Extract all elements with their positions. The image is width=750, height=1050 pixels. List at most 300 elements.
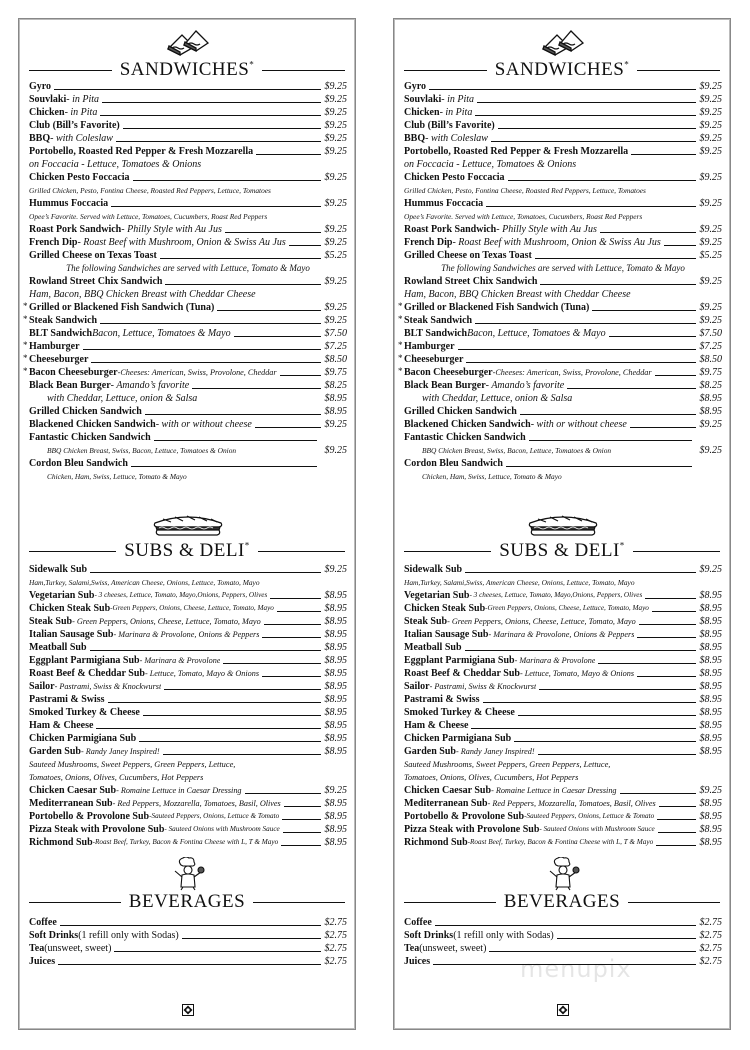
- item-name: Mediterranean Sub: [404, 798, 488, 809]
- title-mark: *: [624, 59, 630, 70]
- menu-item: [29, 249, 347, 262]
- item-name: Fantastic Chicken Sandwich: [404, 432, 526, 443]
- item-price: $8.95: [324, 616, 347, 627]
- item-detail: - Red Peppers, Mozzarella, Tomatoes, Basil, Olives: [487, 799, 656, 808]
- menu-item: [404, 602, 722, 615]
- leader-line: [90, 650, 321, 651]
- leader-line: [630, 427, 696, 428]
- ornament-icon: [182, 1003, 194, 1015]
- leader-line: [489, 951, 695, 952]
- leader-line: [508, 180, 696, 181]
- menu-item: [404, 106, 722, 119]
- leader-line: [498, 128, 696, 129]
- section-note: [404, 262, 722, 275]
- leader-line: [514, 741, 695, 742]
- item-name: Richmond Sub: [29, 837, 93, 848]
- menu-item: [23, 353, 347, 366]
- rule-left: [404, 70, 487, 71]
- item-name: BBQ: [404, 133, 426, 144]
- leader-line: [567, 388, 695, 389]
- item-name: Black Bean Burger: [29, 380, 111, 391]
- menu-item: [404, 667, 722, 680]
- menu-item: [404, 431, 722, 444]
- item-name: Chicken Pesto Foccacia: [29, 172, 130, 183]
- item-price: $8.95: [699, 655, 722, 666]
- leader-line: [609, 336, 696, 337]
- menu-item: [29, 955, 347, 968]
- description-text: Ham, Bacon, BBQ Chicken Breast with Cheddar Cheese: [404, 289, 631, 300]
- item-description: [29, 576, 347, 589]
- menu-item: [29, 145, 347, 158]
- item-name: Roast Pork Sandwich: [29, 224, 122, 235]
- leader-line: [520, 414, 696, 415]
- item-name: Chicken Parmigiana Sub: [404, 733, 512, 744]
- menu-item: [29, 641, 347, 654]
- item-price: $8.95: [324, 824, 347, 835]
- item-name: Garden Sub: [404, 746, 456, 757]
- item-name: Tea: [404, 943, 420, 954]
- item-detail: - with Coleslaw: [425, 133, 488, 144]
- item-name: Pastrami & Swiss: [29, 694, 105, 705]
- menu-item: [29, 823, 347, 836]
- item-detail: - Pastrami, Swiss & Knockwurst: [54, 682, 162, 691]
- item-price: $8.95: [324, 393, 347, 404]
- menu-item: [404, 929, 722, 942]
- menu-item: [404, 93, 722, 106]
- menu-item: [23, 314, 347, 327]
- item-price: $8.25: [699, 380, 722, 391]
- menu-item: [404, 223, 722, 236]
- item-name: French Dip: [29, 237, 78, 248]
- item-price: $8.95: [324, 629, 347, 640]
- leader-line: [284, 806, 321, 807]
- item-price: $2.75: [324, 917, 347, 928]
- item-price: $8.95: [699, 720, 722, 731]
- menu-item: [404, 327, 722, 340]
- item-name: Rowland Street Chix Sandwich: [29, 276, 163, 287]
- item-name: Juices: [29, 956, 56, 967]
- menu-item: [404, 249, 722, 262]
- item-name: Mediterranean Sub: [29, 798, 113, 809]
- leader-line: [477, 102, 695, 103]
- leader-line: [114, 951, 320, 952]
- item-price: $9.25: [324, 419, 347, 430]
- menu-item: [29, 457, 347, 470]
- menu-item: [398, 366, 722, 379]
- item-name: Grilled Chicken Sandwich: [29, 406, 142, 417]
- item-name: Club (Bill’s Favorite): [29, 120, 120, 131]
- menu-item: [29, 615, 347, 628]
- item-price: $9.25: [699, 224, 722, 235]
- description-text: Ham, Bacon, BBQ Chicken Breast with Cheddar Cheese: [29, 289, 256, 300]
- leader-line: [539, 689, 695, 690]
- item-name: Cheeseburger: [29, 354, 89, 365]
- item-name: Coffee: [29, 917, 57, 928]
- item-name: Portobello & Provolone Sub: [29, 811, 150, 822]
- item-name: Club (Bill’s Favorite): [404, 120, 495, 131]
- item-detail: (unsweet, sweet): [419, 943, 487, 954]
- item-detail: - 3 cheeses, Lettuce, Tomato, Mayo,Onions, Peppers, Olives: [94, 591, 268, 599]
- item-name: Vegetarian Sub: [29, 590, 95, 601]
- item-price: $9.25: [324, 146, 347, 157]
- rule-left: [404, 902, 496, 903]
- description-text: Chicken, Ham, Swiss, Lettuce, Tomato & Mayo: [422, 472, 562, 481]
- asterisk: *: [398, 314, 403, 324]
- item-detail: -Cheeses: American, Swiss, Provolone, Cheddar: [492, 368, 652, 377]
- menu-item: [404, 797, 722, 810]
- item-price: $8.95: [324, 642, 347, 653]
- leader-line: [262, 637, 320, 638]
- leader-line: [491, 141, 696, 142]
- subs-title: [499, 540, 625, 562]
- leader-line: [123, 128, 321, 129]
- item-price: $2.75: [324, 943, 347, 954]
- item-price: $9.25: [324, 315, 347, 326]
- item-description: [29, 288, 347, 301]
- leader-line: [100, 115, 320, 116]
- item-name: Cordon Bleu Sandwich: [29, 458, 128, 469]
- asterisk: *: [23, 353, 28, 363]
- item-price: $9.25: [699, 120, 722, 131]
- item-name: Richmond Sub: [404, 837, 468, 848]
- item-detail: - Lettuce, Tomato, Mayo & Onions: [519, 669, 635, 678]
- menu-item: [29, 732, 347, 745]
- item-detail: - Green Peppers, Onions, Cheese, Lettuce, Tomato, Mayo: [447, 617, 636, 626]
- leader-line: [108, 702, 321, 703]
- item-name: Pizza Steak with Provolone Sub: [404, 824, 540, 835]
- item-name: Juices: [404, 956, 431, 967]
- item-detail: -Sauteed Peppers, Onions, Lettuce & Tomato: [524, 812, 655, 820]
- item-name: Grilled Cheese on Texas Toast: [29, 250, 157, 261]
- beverages-title: [129, 891, 245, 913]
- rule-right: [628, 902, 720, 903]
- item-price: $9.25: [324, 94, 347, 105]
- rule-right: [637, 70, 720, 71]
- item-description: [29, 158, 347, 171]
- item-price: $9.25: [699, 133, 722, 144]
- rule-right: [633, 551, 720, 552]
- description-text: on Foccacia - Lettuce, Tomatoes & Onions: [404, 159, 577, 170]
- item-price: $8.95: [699, 746, 722, 757]
- leader-line: [217, 310, 320, 311]
- menu-item: [404, 628, 722, 641]
- title-text: SANDWICHES: [119, 59, 250, 80]
- leader-line: [139, 741, 320, 742]
- menu-item: [29, 418, 347, 431]
- item-name: Blackened Chicken Sandwich: [404, 419, 531, 430]
- item-name: Hamburger: [29, 341, 80, 352]
- item-description: [404, 210, 722, 223]
- item-price: $8.95: [699, 603, 722, 614]
- menu-item: [404, 589, 722, 602]
- menu-item: [404, 119, 722, 132]
- rule-right: [258, 551, 345, 552]
- leader-line: [466, 362, 695, 363]
- item-name: BLT Sandwich: [29, 328, 93, 339]
- menu-item: [404, 654, 722, 667]
- item-price: $8.95: [699, 616, 722, 627]
- menu-item: [404, 171, 722, 184]
- menu-item: [29, 405, 347, 418]
- leader-line: [465, 650, 696, 651]
- item-price: $9.25: [324, 120, 347, 131]
- item-detail: - with or without cheese: [155, 419, 252, 430]
- menu-item: [404, 197, 722, 210]
- item-price: $9.75: [324, 367, 347, 378]
- item-price: $9.25: [324, 224, 347, 235]
- title-mark: *: [249, 59, 255, 70]
- menu-item: [29, 942, 347, 955]
- leader-line: [100, 323, 320, 324]
- item-detail: -Roast Beef, Turkey, Bacon & Fontina Cheese with L, T & Mayo: [467, 838, 654, 846]
- leader-line: [518, 715, 696, 716]
- description-text: Opee’s Favorite. Served with Lettuce, Tomatoes, Cucumbers, Roast Red Peppers: [404, 212, 643, 221]
- item-name: Grilled Cheese on Texas Toast: [404, 250, 532, 261]
- item-price: $2.75: [324, 956, 347, 967]
- item-price: $7.25: [324, 341, 347, 352]
- item-price: $2.75: [699, 917, 722, 928]
- asterisk: *: [23, 366, 28, 376]
- item-name: Eggplant Parmigiana Sub: [404, 655, 515, 666]
- description-text: Tomatoes, Onions, Olives, Cucumbers, Hot Peppers: [29, 773, 204, 782]
- item-name: Italian Sausage Sub: [29, 629, 114, 640]
- item-price: $9.25: [699, 81, 722, 92]
- leader-line: [475, 115, 695, 116]
- item-price: $9.25: [324, 302, 347, 313]
- item-price: $9.25: [324, 785, 347, 796]
- item-price: $9.25: [699, 172, 722, 183]
- leader-line: [620, 793, 696, 794]
- menu-item: [29, 784, 347, 797]
- leader-line: [60, 925, 321, 926]
- item-name: Smoked Turkey & Cheese: [29, 707, 140, 718]
- item-detail: -Roast Beef, Turkey, Bacon & Fontina Cheese with L, T & Mayo: [92, 838, 279, 846]
- item-name: Sidewalk Sub: [404, 564, 463, 575]
- sandwiches-list: [398, 80, 722, 483]
- item-name: Souvlaki: [29, 94, 67, 105]
- item-price: $8.95: [699, 824, 722, 835]
- leader-line: [486, 206, 695, 207]
- leader-line: [465, 572, 695, 573]
- leader-line: [264, 624, 321, 625]
- leader-line: [483, 702, 696, 703]
- item-name: Smoked Turkey & Cheese: [404, 707, 515, 718]
- item-description: [404, 158, 722, 171]
- leader-line: [637, 637, 695, 638]
- item-detail: - Marinara & Provolone: [139, 656, 221, 665]
- item-name: Hamburger: [404, 341, 455, 352]
- menu-item: [29, 589, 347, 602]
- menu-item: [398, 314, 722, 327]
- item-price: $9.25: [324, 276, 347, 287]
- menu-item: [404, 719, 722, 732]
- menu-item: [404, 145, 722, 158]
- leader-line: [165, 284, 320, 285]
- item-name: Meatball Sub: [29, 642, 87, 653]
- subs-heading: [394, 536, 730, 566]
- item-detail: - Roast Beef with Mushroom, Onion & Swiss Au Jus: [77, 237, 286, 248]
- description-text: BBQ Chicken Breast, Swiss, Bacon, Lettuce, Tomatoes & Onion: [422, 446, 612, 455]
- menu-item: [29, 119, 347, 132]
- item-price: $8.95: [699, 707, 722, 718]
- item-detail: - with or without cheese: [530, 419, 627, 430]
- leader-line: [277, 611, 321, 612]
- asterisk: *: [23, 340, 28, 350]
- item-price: $7.50: [699, 328, 722, 339]
- menu-item: [29, 836, 347, 849]
- menu-item: [404, 457, 722, 470]
- leader-line: [598, 663, 695, 664]
- watermark: menupix: [520, 955, 632, 983]
- item-description: [29, 184, 347, 197]
- menu-item: [29, 602, 347, 615]
- note-text: The following Sandwiches are served with Lettuce, Tomato & Mayo: [66, 263, 310, 273]
- menu-item: [29, 929, 347, 942]
- menu-item: [398, 301, 722, 314]
- item-name: Hummus Foccacia: [29, 198, 109, 209]
- item-name: Meatball Sub: [404, 642, 462, 653]
- leader-line: [182, 938, 321, 939]
- item-detail: - Romaine Lettuce in Caesar Dressing: [491, 786, 617, 795]
- leader-line: [475, 323, 695, 324]
- leader-line: [557, 938, 696, 939]
- menu-item: [29, 431, 347, 444]
- item-name: Ham & Cheese: [29, 720, 94, 731]
- item-description: [404, 470, 722, 483]
- menu-item: [404, 784, 722, 797]
- menu-item: [398, 353, 722, 366]
- leader-line: [281, 845, 320, 846]
- item-name: Sidewalk Sub: [29, 564, 88, 575]
- item-name: Steak Sub: [29, 616, 73, 627]
- item-detail: (unsweet, sweet): [44, 943, 112, 954]
- description-text: Grilled Chicken, Pesto, Fontina Cheese, Roasted Red Peppers, Lettuce, Tomatoes: [404, 186, 646, 195]
- leader-line: [282, 819, 320, 820]
- item-price: $8.95: [699, 681, 722, 692]
- item-name: Gyro: [29, 81, 52, 92]
- asterisk: *: [23, 314, 28, 324]
- menu-item: [29, 93, 347, 106]
- item-price: $9.25: [324, 107, 347, 118]
- title-text: SANDWICHES: [494, 59, 625, 80]
- item-description: [404, 288, 722, 301]
- item-name: Roast Beef & Cheddar Sub: [29, 668, 145, 679]
- leader-line: [256, 154, 320, 155]
- leader-line: [116, 141, 321, 142]
- leader-line: [255, 427, 321, 428]
- item-price: $8.95: [324, 590, 347, 601]
- menu-item: [29, 106, 347, 119]
- title-mark: *: [619, 540, 625, 551]
- leader-line: [111, 206, 320, 207]
- item-name: Grilled or Blackened Fish Sandwich (Tuna): [29, 302, 215, 313]
- leader-line: [145, 414, 321, 415]
- leader-line: [54, 89, 320, 90]
- item-detail: - Amando’s favorite: [485, 380, 565, 391]
- item-price: $8.95: [324, 746, 347, 757]
- menu-item: [29, 680, 347, 693]
- menu-item: [404, 275, 722, 288]
- item-name: Souvlaki: [404, 94, 442, 105]
- item-price: $8.95: [699, 590, 722, 601]
- leader-line: [225, 232, 321, 233]
- ornament-icon: [557, 1003, 569, 1015]
- item-name: Roast Beef & Cheddar Sub: [404, 668, 520, 679]
- description-text: Opee’s Favorite. Served with Lettuce, Tomatoes, Cucumbers, Roast Red Peppers: [29, 212, 268, 221]
- leader-line: [659, 806, 696, 807]
- item-detail: - Randy Janey Inspired!: [80, 747, 160, 756]
- item-price: $8.95: [324, 837, 347, 848]
- item-price: $7.50: [324, 328, 347, 339]
- item-name: Portobello, Roasted Red Pepper & Fresh Mozzarella: [404, 146, 629, 157]
- asterisk: *: [398, 301, 403, 311]
- leader-line: [102, 102, 320, 103]
- item-detail: -Green Peppers, Onions, Cheese, Lettuce, Tomato, Mayo: [485, 604, 649, 612]
- item-detail: - with Coleslaw: [50, 133, 113, 144]
- item-name: Steak Sandwich: [29, 315, 98, 326]
- item-detail: - in Pita: [439, 107, 473, 118]
- title-text: SUBS & DELI: [499, 540, 620, 561]
- leader-line: [234, 336, 321, 337]
- menu-item: [404, 732, 722, 745]
- description-text: Sauteed Mushrooms, Sweet Peppers, Green Peppers, Lettuce,: [29, 760, 236, 769]
- item-name: Pastrami & Swiss: [404, 694, 480, 705]
- item-detail: - Marinara & Provolone, Onions & Peppers: [113, 630, 260, 639]
- item-price: $8.95: [324, 655, 347, 666]
- item-price: $5.25: [324, 250, 347, 261]
- item-detail: - Sauteed Onions with Mushroom Sauce: [539, 825, 655, 833]
- item-price: $9.25: [324, 237, 347, 248]
- item-detail: - Marinara & Provolone, Onions & Peppers: [488, 630, 635, 639]
- item-price: $8.95: [324, 603, 347, 614]
- menu-item: [29, 275, 347, 288]
- leader-line: [58, 964, 320, 965]
- menu-item: [404, 641, 722, 654]
- item-price: $8.95: [699, 393, 722, 404]
- menu-item: [23, 301, 347, 314]
- item-name: Chicken Pesto Foccacia: [404, 172, 505, 183]
- item-name: Pizza Steak with Provolone Sub: [29, 824, 165, 835]
- menu-item: [404, 405, 722, 418]
- description-text: Chicken, Ham, Swiss, Lettuce, Tomato & Mayo: [47, 472, 187, 481]
- item-price: $9.25: [699, 302, 722, 313]
- menu-item: [29, 80, 347, 93]
- item-name: Grilled or Blackened Fish Sandwich (Tuna): [404, 302, 590, 313]
- menu-item: [404, 810, 722, 823]
- leader-line: [245, 793, 321, 794]
- item-detail: -Cheeses: American, Swiss, Provolone, Cheddar: [117, 368, 277, 377]
- menu-item: [404, 236, 722, 249]
- item-name: Vegetarian Sub: [404, 590, 470, 601]
- item-price: $2.75: [699, 943, 722, 954]
- asterisk: *: [398, 340, 403, 350]
- leader-line: [540, 284, 695, 285]
- leader-line: [637, 676, 695, 677]
- item-price: $8.25: [324, 380, 347, 391]
- subs-heading: [19, 536, 355, 566]
- item-detail: - Pastrami, Swiss & Knockwurst: [429, 682, 537, 691]
- leader-line: [91, 362, 320, 363]
- leader-line: [471, 728, 695, 729]
- item-price: $9.25: [699, 785, 722, 796]
- subs-list: [404, 563, 722, 849]
- item-name: Roast Pork Sandwich: [404, 224, 497, 235]
- item-detail: (1 refill only with Sodas): [78, 930, 179, 941]
- item-name: Rowland Street Chix Sandwich: [404, 276, 538, 287]
- item-price: $9.25: [324, 172, 347, 183]
- item-price: $9.25: [324, 133, 347, 144]
- leader-line: [592, 310, 695, 311]
